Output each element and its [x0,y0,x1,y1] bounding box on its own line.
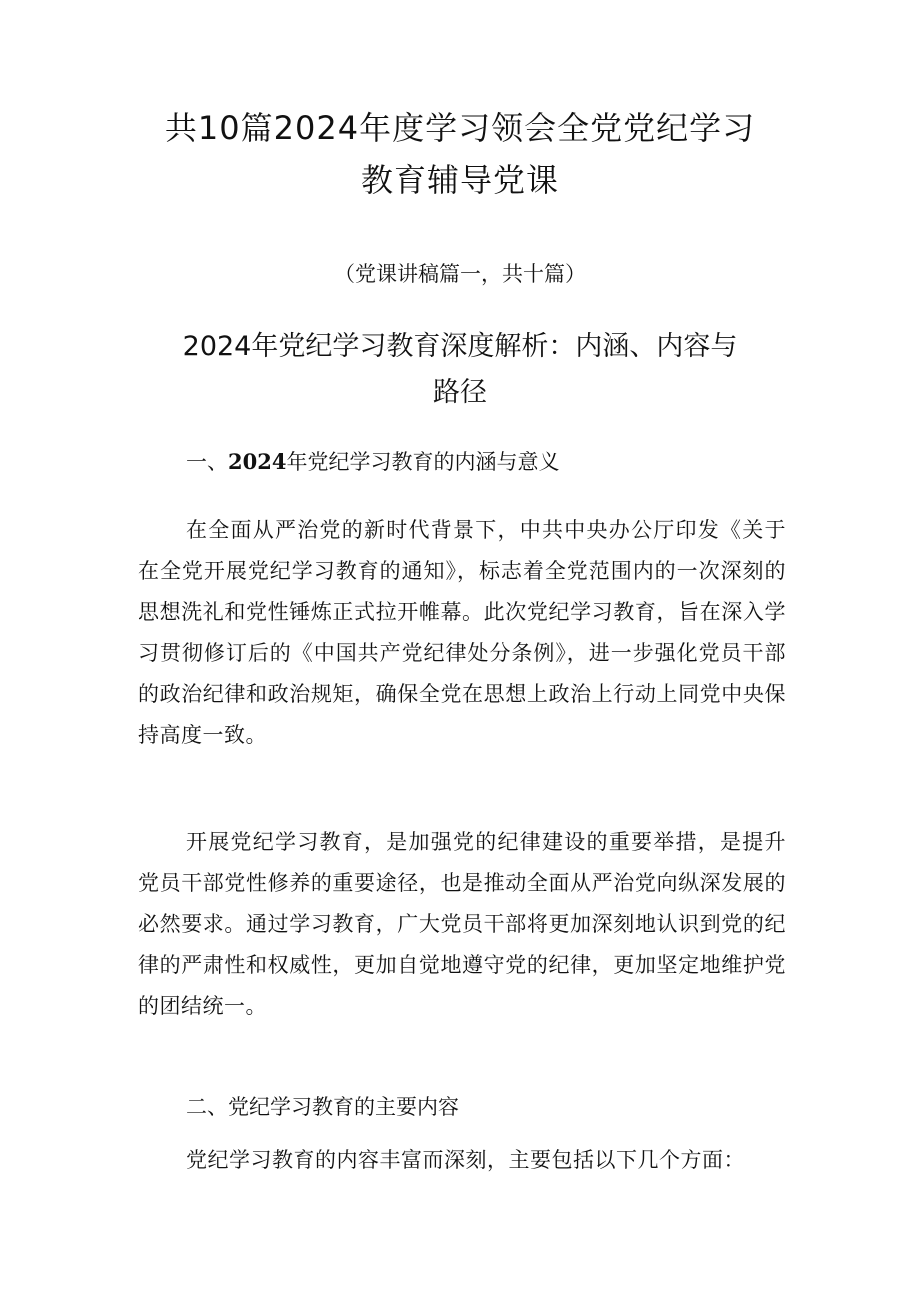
document-title [110,102,810,206]
section-heading-1-text: 年党纪学习教育的内涵与意义 [286,450,560,474]
section-heading-1 [186,447,559,477]
article-title [160,324,760,416]
section-heading-1-prefix: 一、 [186,450,228,474]
document-title-line-2: 教育辅导党课 [360,161,559,199]
paragraph-3: 党纪学习教育的内容丰富而深刻，主要包括以下几个方面： [186,1148,745,1172]
section-heading-1-year: 2024 [228,449,287,474]
paragraph-1: 在全面从严治党的新时代背景下，中共中央办公厅印发《关于在全党开展党纪学习教育的通知》，标志着全党范围内的一次深刻的思想洗礼和党性锤炼正式拉开帷幕。此次党纪学习教育，旨在深入学习贯彻修订后的《中国共产党纪律处分条例》，进一步强化党员干部的政治纪律和政治规矩，确保全党在思想上政治上行动上同党中央保持高度一致。 [138,518,786,747]
subtitle-note: （党课讲稿篇一，共十篇） [334,262,586,286]
article-title-line-1: 2024年党纪学习教育深度解析：内涵、内容与 [182,331,738,362]
document-title-line-1: 共10篇2024年度学习领会全党党纪学习 [164,109,756,147]
article-title-line-2: 路径 [433,377,487,408]
paragraph-2: 开展党纪学习教育，是加强党的纪律建设的重要举措，是提升党员干部党性修养的重要途径，也是推动全面从严治党向纵深发展的必然要求。通过学习教育，广大党员干部将更加深刻地认识到党的纪律的严肃性和权威性，更加自觉地遵守党的纪律，更加坚定地维护党的团结统一。 [138,830,786,1018]
section-heading-2: 二、党纪学习教育的主要内容 [186,1095,459,1119]
